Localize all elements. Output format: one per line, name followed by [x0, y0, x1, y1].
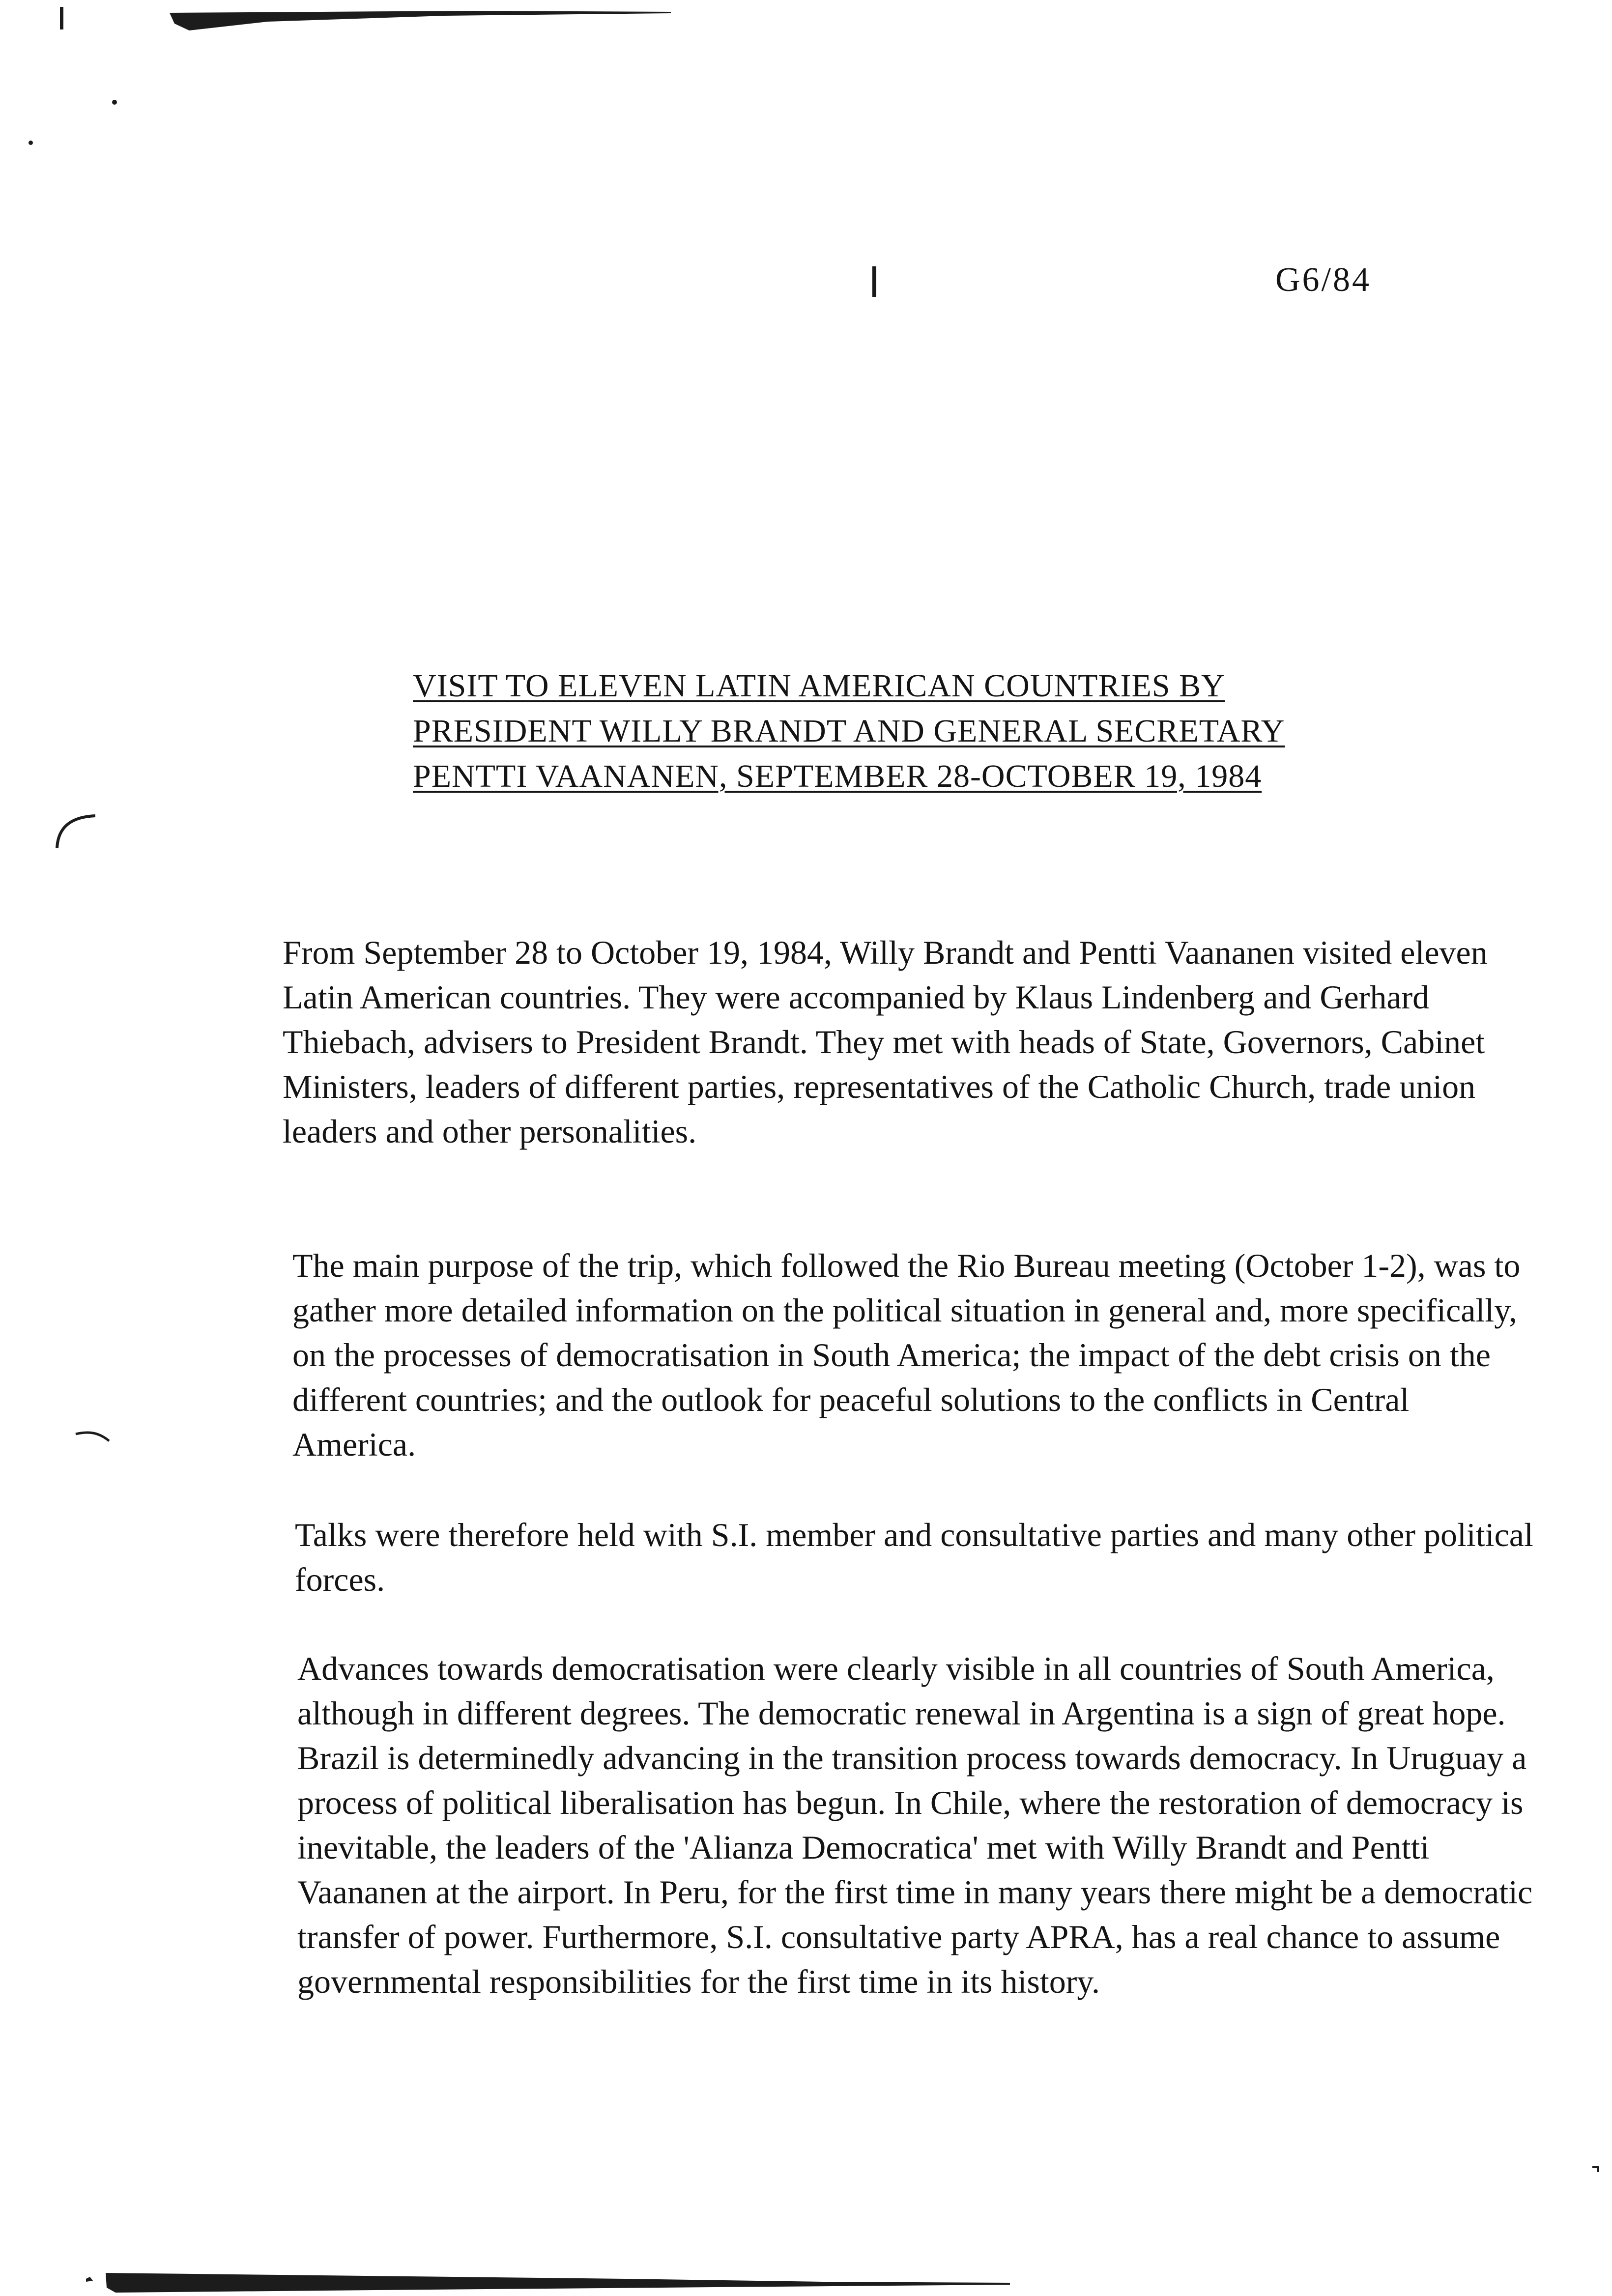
page-mark — [872, 266, 876, 297]
body-paragraph: Talks were therefore held with S.I. member and consultative parties and many other political forces. — [295, 1516, 1533, 1598]
document-title — [413, 663, 1396, 799]
scan-artifact-dash — [74, 1430, 113, 1445]
scan-artifact-tick — [60, 7, 63, 29]
title-line: VISIT TO ELEVEN LATIN AMERICAN COUNTRIES BY — [413, 668, 1225, 704]
scan-artifact-dot — [29, 141, 33, 145]
scan-artifact-corner — [1591, 2166, 1599, 2173]
body-paragraph: From September 28 to October 19, 1984, Willy Brandt and Pentti Vaananen visited eleven Latin American countries. They were accompanied by Klaus Lindenberg and Gerhard Thiebach, advisers to President Brandt. They met with heads of State, Governors, Cabinet Ministers, leaders of different parties, representatives of the Catholic Church, trade union leaders and other personalities. — [283, 934, 1488, 1150]
scan-artifact-bracket — [53, 811, 97, 850]
title-line: PENTTI VAANANEN, SEPTEMBER 28-OCTOBER 19, 1984 — [413, 758, 1262, 794]
scan-artifact-bottom-bar — [86, 2268, 1010, 2296]
body-paragraph: Advances towards democratisation were clearly visible in all countries of South America, although in different degrees. The democratic renewal in Argentina is a sign of great hope. Brazil is determinedly advancing in the transition process towards democracy. In Uruguay a process of political liberalisation has begun. In Chile, where the restoration of democracy is inevitable, the leaders of the 'Alianza Democratica' met with Willy Brandt and Pentti Vaananen at the airport. In Peru, for the first time in many years there might be a democratic transfer of power. Furthermore, S.I. consultative party APRA, has a real chance to assume governmental responsibilities for the first time in its history. — [297, 1650, 1533, 2000]
body-paragraph: The main purpose of the trip, which followed the Rio Bureau meeting (October 1-2), was to gather more detailed information on the political situation in general and, more specifically, on the processes of democratisation in South America; the impact of the debt crisis on the different countries; and the outlook for peaceful solutions to the conflicts in Central America. — [292, 1247, 1521, 1463]
document-code: G6/84 — [1275, 261, 1371, 299]
title-line: PRESIDENT WILLY BRANDT AND GENERAL SECRETARY — [413, 713, 1285, 749]
scan-artifact-dot — [112, 100, 117, 105]
scan-artifact-top-bar — [170, 9, 671, 33]
